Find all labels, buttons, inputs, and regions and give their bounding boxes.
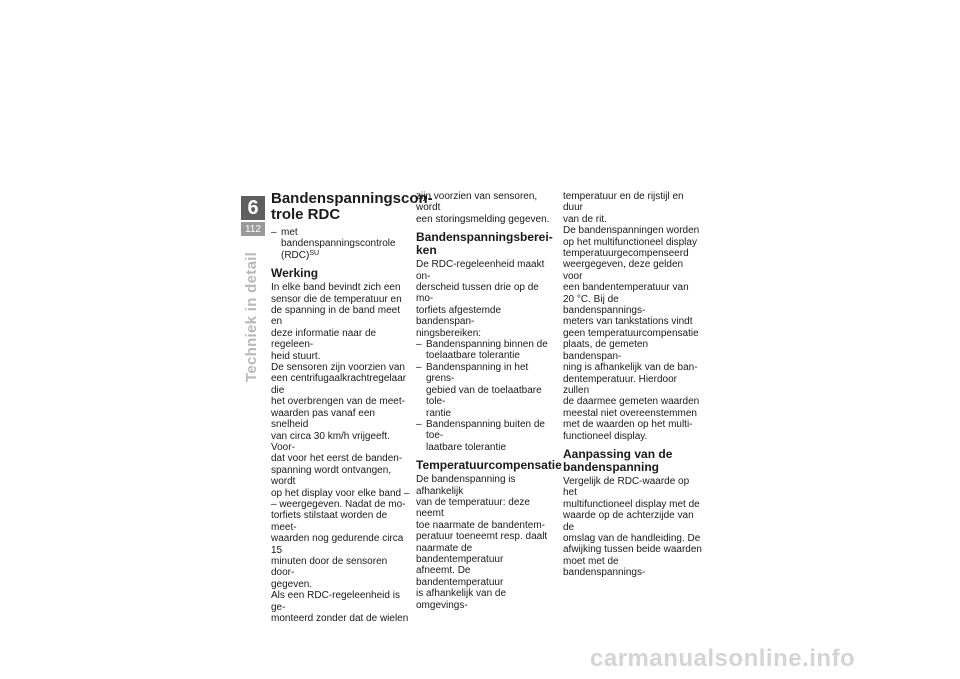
- paragraph: De bandenspanning is afhankelijk van de temperatuur: deze neemt toe naarmate de bandentem- peratuur toeneemt resp. daalt naarmate de bandentemperatuur afneemt. De bandentemperatuur is afhankelijk van de omgevings-: [416, 474, 548, 611]
- paragraph: De sensoren zijn voorzien van een centrifugaalkrachtregelaar die het overbrengen van de meet- waarden pas vanaf een snelheid van circa 30 km/h vrijgeeft. Voor- dat voor het eerst de banden- spanning wordt ontvangen, wordt op het display voor elke band – – weergegeven. Nadat de mo- torfiets stilstaat worden de meet- waarden nog gedurende circa 15 minuten door de sensoren door- gegeven.: [271, 362, 410, 590]
- chapter-number: 6: [241, 196, 265, 220]
- list-item: – Bandenspanning in het grens- gebied van de toelaatbare tole- rantie: [416, 362, 556, 419]
- option-note: – met bandenspanningscontrole (RDC)$^{SU}$: [271, 227, 411, 261]
- paragraph: Vergelijk de RDC-waarde op het multifunctioneel display met de waarde op de achterzijde van de omslag van de handleiding. De afwijking tussen beide waarden moet met de bandenspannings-: [563, 475, 702, 579]
- paragraph: Als een RDC-regeleenheid is ge- monteerd zonder dat de wielen: [271, 590, 409, 624]
- paragraph: De RDC-regeleenheid maakt on- derscheid tussen drie op de mo- torfiets afgestemde bandenspan- ningsbereiken:: [416, 259, 545, 339]
- chapter-title: Techniek in detail: [243, 251, 260, 382]
- paragraph: zijn voorzien van sensoren, wordt een storingsmelding gegeven.: [416, 191, 550, 225]
- list-item: – Bandenspanning buiten de toe- laatbare tolerantie: [416, 419, 556, 453]
- column-3: [563, 191, 703, 579]
- paragraph: temperatuur en de rijstijl en duur van de rit.: [563, 191, 684, 225]
- page-number: 112: [241, 222, 265, 236]
- column-2: [416, 191, 562, 611]
- section-title: Bandenspanningscon- trole RDC: [271, 190, 433, 223]
- heading-adjust-pressure: Aanpassing van de bandenspanning: [563, 446, 673, 474]
- paragraph: In elke band bevindt zich een sensor die de temperatuur en de spanning in de band meet en deze informatie naar de regeleen- heid stuurt.: [271, 282, 402, 362]
- heading-werking: Werking: [271, 266, 319, 281]
- watermark: carmanualsonline.info: [590, 645, 856, 672]
- list-item: – Bandenspanning binnen de toelaatbare tolerantie: [416, 339, 556, 362]
- heading-temperature-compensation: Temperatuurcompensatie: [416, 458, 562, 473]
- paragraph: De bandenspanningen worden op het multifunctioneel display temperatuurgecompenseerd weergegeven, deze gelden voor een bandentemperatuur van 20 °C. Bij de bandenspannings- meters van tankstations vindt geen temperatuurcompensatie plaats, de gemeten bandenspan- ning is afhankelijk van de ban- dentemperatuur. Hierdoor zullen de daarmee gemeten waarden meestal niet overeenstemmen met de waarden op het multi- functioneel display.: [563, 225, 700, 442]
- heading-ranges: Bandenspanningsberei- ken: [416, 230, 553, 258]
- column-1: [271, 190, 433, 624]
- option-code: SU: [309, 249, 320, 257]
